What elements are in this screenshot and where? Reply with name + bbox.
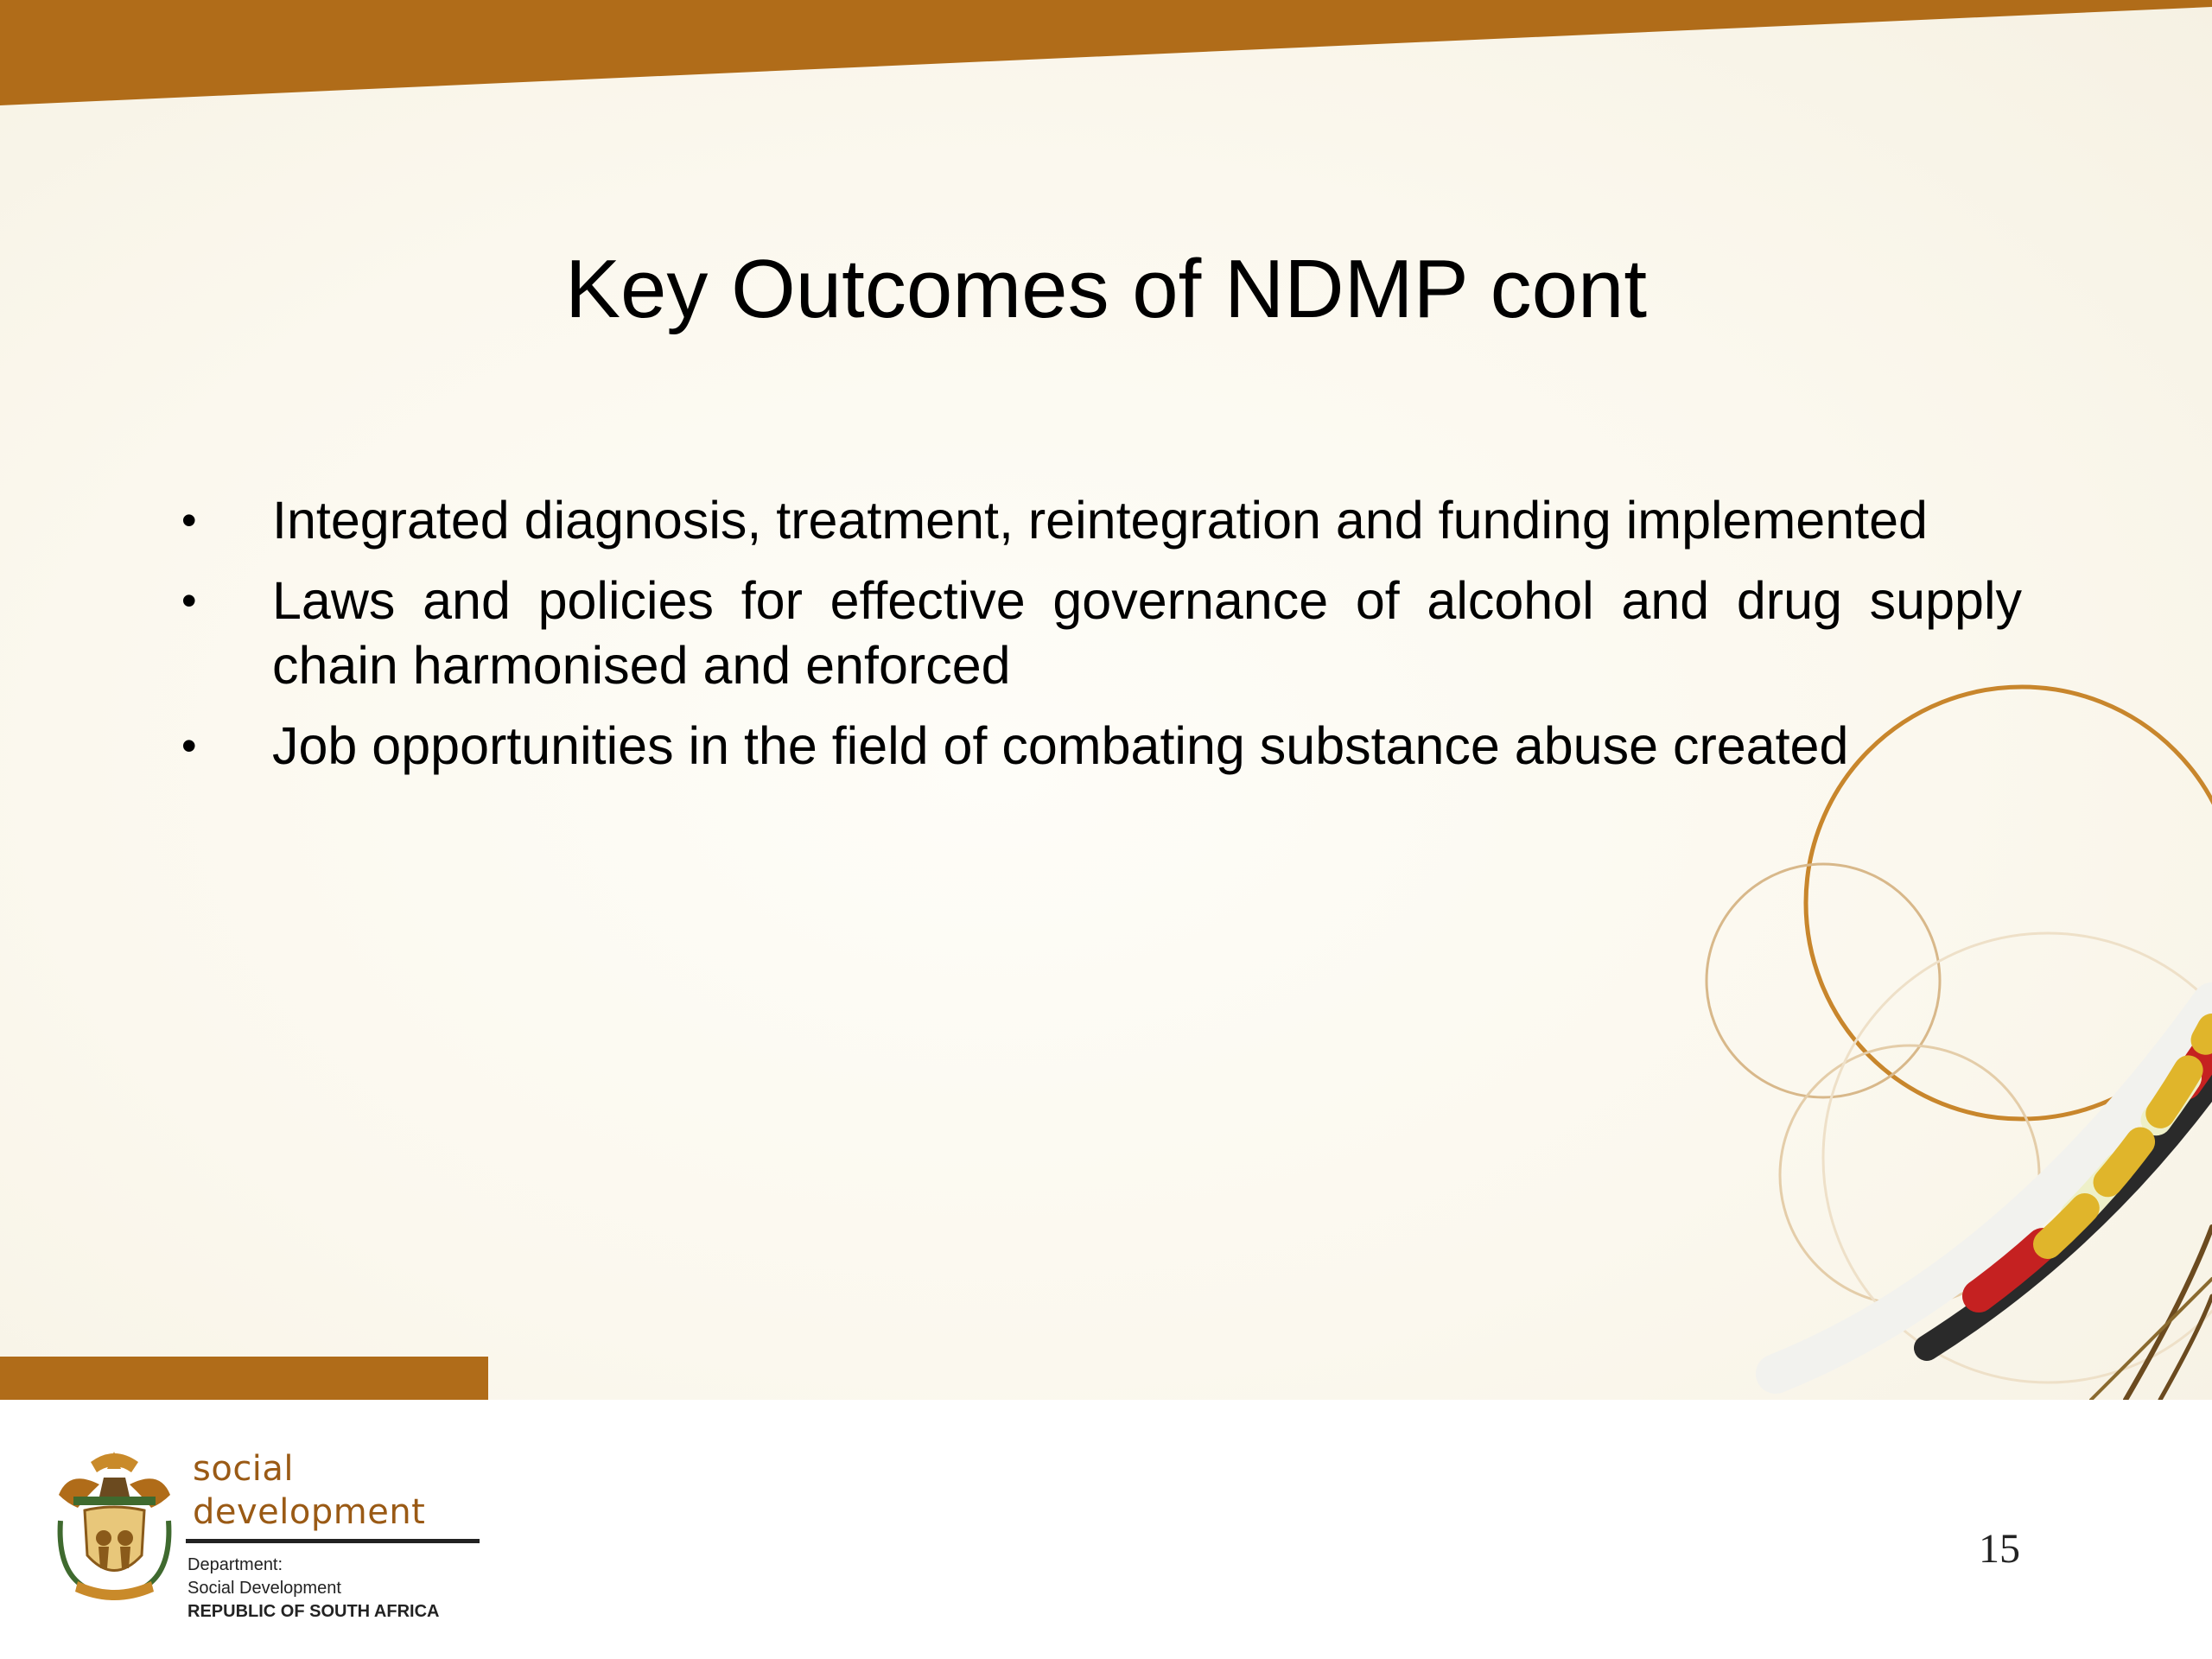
slide-title: Key Outcomes of NDMP cont (564, 243, 1648, 335)
department-label: Department: (188, 1555, 283, 1574)
bullet-item (181, 714, 2022, 779)
bullet-text: Job opportunities in the field of combating substance abuse created (272, 716, 1849, 775)
beaded-necklace (1776, 1002, 2212, 1400)
bullet-text: Laws and policies for effective governance of alcohol and drug supply chain harmonised and enforced (272, 571, 2022, 695)
country-name: REPUBLIC OF SOUTH AFRICA (188, 1602, 440, 1621)
brand-block (186, 1447, 497, 1624)
bullet-dot-icon: • (181, 721, 197, 770)
bullet-item (181, 569, 2022, 698)
bullet-item (181, 488, 2022, 553)
coat-of-arms-icon (52, 1443, 177, 1603)
page-number: 15 (1979, 1526, 2020, 1572)
bullet-text: Integrated diagnosis, treatment, reintegration and funding implemented (272, 491, 1928, 550)
decor-ring-medium (1707, 864, 1940, 1097)
department-name: Social Development (188, 1579, 341, 1598)
brand-divider (186, 1539, 480, 1543)
bullet-dot-icon: • (181, 576, 197, 625)
bottom-accent-strip (0, 1357, 488, 1400)
brand-name: social development (193, 1449, 426, 1532)
top-accent-band (0, 0, 2212, 112)
bullet-list (181, 488, 2022, 794)
bullet-dot-icon: • (181, 496, 197, 544)
